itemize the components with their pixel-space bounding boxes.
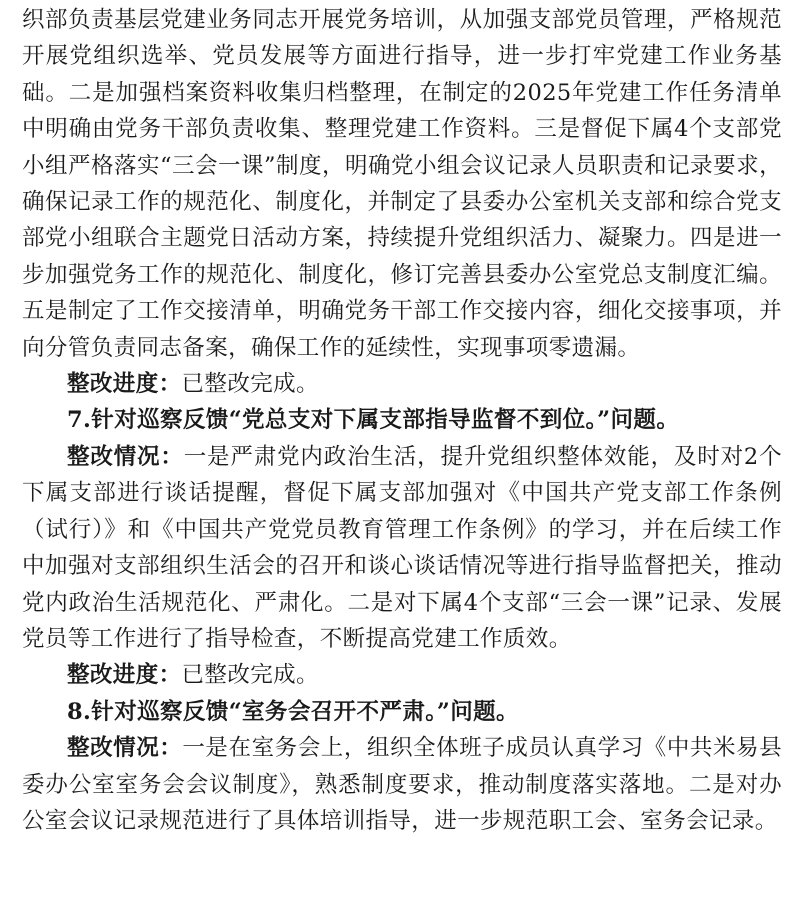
continuation-text: 织部负责基层党建业务同志开展党务培训，从加强支部党员管理，严格规范开展党组织选举、党员发展等方面进行指导，进一步打牢党建工作业务基础。二是加强档案资料收集归档整理，在制定的2025年党建工作任务清单中明确由党务干部负责收集、整理党建工作资料。三是督促下属4个支部党小组严格落实“三会一课”制度，明确党小组会议记录人员职责和记录要求，确保记录工作的规范化、制度化，并制定了县委办公室机关支部和综合党支部党小组联合主题党日活动方案，持续提升党组织活力、凝聚力。四是进一步加强党务工作的规范化、制度化，修订完善县委办公室党总支制度汇编。五是制定了工作交接清单，明确党务干部工作交接内容，细化交接事项，并向分管负责同志备案，确保工作的延续性，实现事项零遗漏。 (22, 7, 782, 361)
item7-heading (22, 402, 782, 438)
item8-heading (22, 694, 782, 730)
item7-status-label: 整改情况： (67, 443, 184, 470)
progress-label-1: 整改进度： (67, 371, 182, 398)
progress-paragraph-1 (22, 366, 782, 402)
progress-paragraph-2 (22, 657, 782, 693)
item7-status-text: 一是严肃党内政治生活，提升党组织整体效能，及时对2个下属支部进行谈话提醒，督促下属支部加强对《中国共产党支部工作条例（试行）》和《中国共产党党员教育管理工作条例》的学习，并在后续工作中加强对支部组织生活会的召开和谈心谈话情况等进行指导监督把关，推动党内政治生活规范化、严肃化。二是对下属4个支部“三会一课”记录、发展党员等工作进行了指导检查，不断提高党建工作质效。 (22, 443, 782, 652)
item7-status-paragraph (22, 439, 782, 657)
continuation-paragraph (22, 2, 782, 366)
progress-value-2: 已整改完成。 (181, 662, 319, 689)
item8-heading-text: 8.针对巡察反馈“室务会召开不严肃。”问题。 (67, 698, 519, 725)
progress-label-2: 整改进度： (67, 662, 182, 689)
progress-value-1: 已整改完成。 (181, 371, 319, 398)
item7-heading-text: 7.针对巡察反馈“党总支对下属支部指导监督不到位。”问题。 (67, 407, 680, 434)
document-page (22, 2, 782, 839)
item8-status-text: 一是在室务会上，组织全体班子成员认真学习《中共米易县委办公室室务会会议制度》，熟悉制度要求，推动制度落实落地。二是对办公室会议记录规范进行了具体培训指导，进一步规范职工会、室务会记录。 (22, 735, 782, 834)
item8-status-paragraph (22, 730, 782, 839)
item8-status-label: 整改情况： (67, 735, 183, 762)
